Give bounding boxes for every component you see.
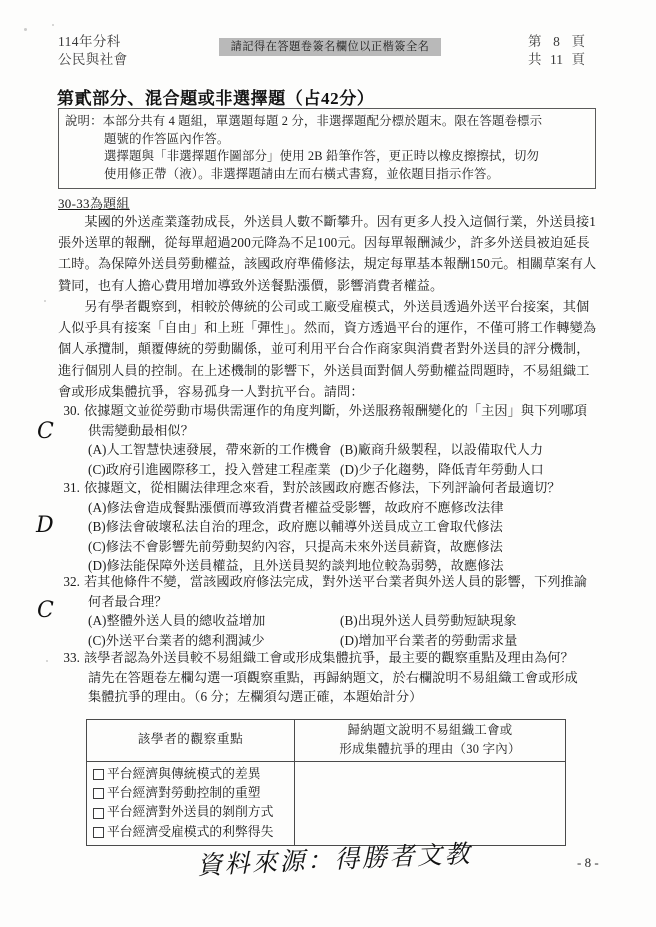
checkbox-label: 平台經濟與傳統模式的差異 — [107, 767, 261, 781]
question-stem-continuation: 何者最合理？ — [88, 593, 168, 609]
option-d[interactable]: (D)增加平台業者的勞動需求量 — [340, 632, 518, 648]
question-stem — [58, 478, 618, 498]
table-header-reason-line-1: 歸納題文說明不易組織工會或 — [347, 723, 513, 737]
question-options — [58, 611, 618, 650]
instructions-box — [58, 108, 596, 189]
handwritten-source-note: 資料來源：得勝者文教 — [196, 839, 473, 880]
table-header-reason-line-2: 形成集體抗爭的理由（30 字內） — [339, 742, 521, 756]
option-b[interactable]: (B)出現外送人員勞動短缺現象 — [340, 613, 517, 629]
answer-table — [86, 719, 566, 846]
exam-year-line: 114年分科 — [58, 34, 121, 49]
handwritten-answer-31: D — [36, 513, 54, 538]
question-stem — [58, 572, 618, 592]
total-unit: 頁 — [571, 51, 585, 67]
question-stem — [58, 648, 618, 668]
option-c[interactable]: (C)外送平台業者的總利潤減少 — [88, 632, 265, 648]
scan-speck — [52, 24, 54, 26]
question-options — [58, 440, 618, 479]
scan-speck — [46, 660, 48, 662]
option-b[interactable]: (B)廠商升級製程，以設備取代人力 — [340, 442, 544, 458]
total-pages: 11 — [550, 51, 563, 67]
question-stem-line-2: 請先在答題卷左欄勾選一項觀察重點，再歸納題文，於右欄說明不易組織工會或形成 — [88, 669, 578, 685]
instruction-line: 使用修正帶（液）。非選擇題請由左而右橫式書寫，並依題目指示作答。 — [104, 166, 500, 181]
question-stem-line-3: 集體抗爭的理由。（6 分；左欄須勾選正確，本題始計分） — [88, 689, 423, 705]
handwritten-answer-32: C — [37, 598, 54, 623]
section-heading: 第貳部分、混合題或非選擇題（占42分） — [57, 89, 375, 108]
table-header-row — [87, 720, 566, 762]
question-number: 33. — [63, 650, 80, 665]
page-header — [0, 33, 656, 83]
option-b[interactable]: (B)修法會破壞私法自治的理念，政府應以輔導外送員成立工會取代修法 — [88, 519, 503, 535]
checkbox-option-2[interactable] — [93, 784, 294, 803]
checkbox-label: 平台經濟對勞動控制的重塑 — [107, 786, 261, 801]
question-group-label: 30-33為題組 — [58, 196, 130, 211]
page-counter — [528, 33, 585, 68]
option-a[interactable]: (A)人工智慧快速發展，帶來新的工作機會 — [88, 442, 332, 458]
checkbox-option-4[interactable] — [93, 823, 294, 842]
table-header-observation: 該學者的觀察重點 — [87, 720, 295, 762]
option-a[interactable]: (A)整體外送人員的總收益增加 — [88, 613, 266, 629]
question-stem-line-1: 若其他條件不變，當該國政府修法完成，對外送平台業者與外送人員的影響，下列推論 — [84, 574, 588, 589]
exam-subject-line: 公民與社會 — [58, 51, 128, 67]
checkbox-label: 平台經濟對外送員的剝削方式 — [107, 805, 274, 820]
signature-reminder-banner: 請記得在答題卷簽名欄位以正楷簽全名 — [219, 38, 441, 56]
checkbox-options-cell — [87, 762, 295, 846]
question-stem-line-1: 依據題文，從相關法律理念來看，對於該國政府應否修法，下列評論何者最適切？ — [84, 480, 561, 495]
page-number: 8 — [553, 34, 560, 49]
scan-speck — [44, 300, 46, 302]
instruction-line: 選擇題與「非選擇題作圖部分」使用 2B 鉛筆作答，更正時以橡皮擦擦拭，切勿 — [104, 149, 540, 164]
page-number-footer: - 8 - — [577, 855, 599, 870]
instruction-line: 說明：本部分共有 4 題組，單選題每題 2 分，非選擇題配分標於題末。限在答題卷標示 — [65, 114, 543, 128]
option-a[interactable]: (A)修法會造成餐點漲價而導致消費者權益受影響，故政府不應修改法律 — [88, 499, 504, 515]
total-label: 共 — [528, 51, 542, 67]
question-number: 31. — [63, 480, 80, 495]
total-pages-row — [528, 51, 585, 69]
checkbox-option-1[interactable] — [93, 765, 294, 784]
option-row — [88, 440, 618, 460]
question-33 — [58, 648, 618, 707]
scan-speck — [24, 28, 27, 31]
table-header-reason — [295, 720, 566, 762]
option-d[interactable]: (D)修法能保障外送員權益，且外送員契約談判地位較為弱勢，故應修法 — [88, 558, 504, 574]
current-page-row — [528, 33, 585, 51]
passage-paragraph-2 — [58, 296, 598, 402]
question-options — [58, 498, 618, 576]
checkbox-icon[interactable] — [93, 769, 104, 780]
option-c[interactable]: (C)修法不會影響先前勞動契約內容，只提高未來外送員薪資，故應修法 — [88, 538, 503, 554]
checkbox-icon[interactable] — [93, 788, 104, 799]
page-label: 第 — [528, 34, 542, 49]
passage-text: 另有學者觀察到，相較於傳統的公司或工廠受雇模式，外送員透過外送平台接案，其個人似乎具有接案「自由」和上班「彈性」。然而，資方透過平台的運作，不僅可將工作轉變為個人承攬制，顛覆傳統的勞動關係，並可利用平台合作商家與消費者對外送員的評分機制，進行個別人員的控制。在上述機制的影響下，外送員面對個人勞動權益問題時，不易組織工會或形成集體抗爭，容易孤身一人對抗平台。請問： — [58, 299, 597, 399]
option-d[interactable]: (D)少子化趨勢，降低青年勞動人口 — [340, 461, 544, 477]
option-c[interactable]: (C)政府引進國際移工，投入營建工程產業 — [88, 461, 331, 477]
question-stem-line-1: 該學者認為外送員較不易組織工會或形成集體抗爭，最主要的觀察重點及理由為何？ — [84, 650, 574, 665]
question-stem-continuation: 供需變動最相似？ — [88, 422, 194, 438]
option-row — [88, 460, 618, 480]
question-number: 30. — [63, 403, 80, 418]
answer-write-in-cell[interactable] — [295, 762, 566, 846]
option-row — [88, 611, 618, 631]
question-30 — [58, 401, 618, 479]
question-32 — [58, 572, 618, 650]
passage-paragraph-1 — [58, 211, 598, 296]
page-unit: 頁 — [571, 34, 585, 49]
question-stem — [58, 401, 618, 421]
question-number: 32. — [63, 574, 80, 589]
question-31 — [58, 478, 618, 576]
passage-text: 某國的外送產業蓬勃成長，外送員人數不斷攀升。因有更多人投入這個行業，外送員接1張外送單的報酬，從每單超過200元降為不足100元。因每單報酬減少，許多外送員被迫延長工時。為保障外送員勞動權益，該國政府準備修法，規定每單基本報酬150元。相關草案有人贊同，也有人擔心費用增加導致外送餐點漲價，影響消費者權益。 — [58, 214, 597, 293]
exam-identity — [58, 33, 128, 68]
table-row — [87, 762, 566, 846]
instruction-line: 題號的作答區內作答。 — [104, 131, 230, 146]
checkbox-option-3[interactable] — [93, 803, 294, 822]
checkbox-label: 平台經濟受雇模式的利弊得失 — [107, 824, 274, 839]
checkbox-icon[interactable] — [93, 808, 104, 819]
question-stem-line-1: 依據題文並從勞動市場供需運作的角度判斷，外送服務報酬變化的「主因」與下列哪項 — [84, 403, 588, 418]
handwritten-answer-30: C — [37, 419, 54, 444]
checkbox-icon[interactable] — [93, 827, 104, 838]
